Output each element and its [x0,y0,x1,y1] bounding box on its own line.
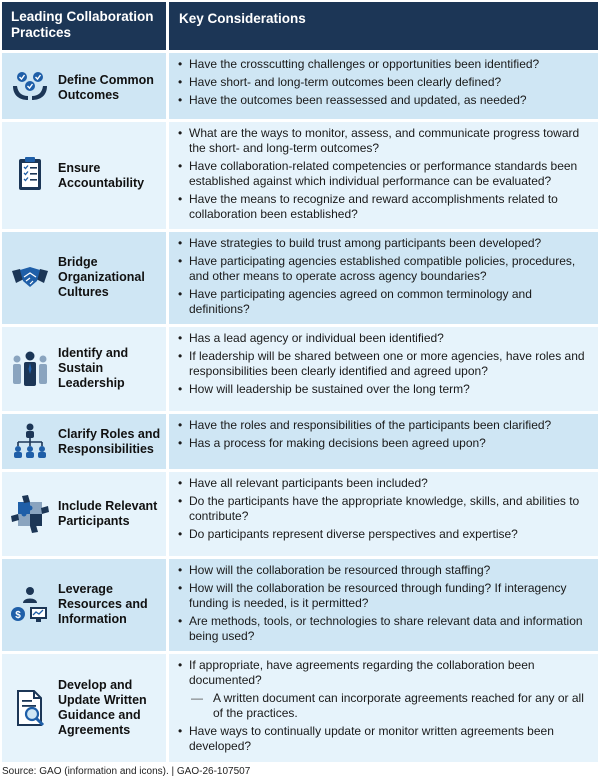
consideration-item: • Are methods, tools, or technologies to share relevant data and information being used? [177,614,592,644]
label-line: Resources and [58,597,148,611]
label-line: Participants [58,514,130,528]
consideration-sub-item: — A written document can incorporate agreements reached for any or all of the practices. [177,691,592,721]
considerations-cell [169,559,598,651]
practice-cell [2,654,166,762]
row-bridge-organizational-cultures [2,232,598,324]
consideration-item: • Has a lead agency or individual been identified? [177,331,592,346]
considerations-cell [169,327,598,411]
consideration-item: • If appropriate, have agreements regarding the collaboration been documented? [177,658,592,688]
practice-label [58,427,162,457]
practice-label [58,346,162,391]
consideration-item: • Have the outcomes been reassessed and updated, as needed? [177,93,592,108]
consideration-item: • Have ways to continually update or monitor written agreements been developed? [177,724,592,754]
org-chart-icon [10,421,50,461]
practice-label [58,73,162,103]
practice-label [58,678,162,738]
row-clarify-roles [2,414,598,469]
consideration-item: • Have the means to recognize and reward accomplishments related to collaboration been established? [177,192,592,222]
considerations-cell [169,654,598,762]
considerations-cell [169,122,598,229]
consideration-item: • How will the collaboration be resourced through staffing? [177,563,592,578]
header-practices-line1: Leading Collaboration [11,9,154,24]
consideration-item: • Have strategies to build trust among participants been developed? [177,236,592,251]
considerations-cell [169,232,598,324]
practice-label [58,255,162,300]
practice-label [58,582,162,627]
label-line: Develop and [58,678,133,692]
consideration-item: • Have short- and long-term outcomes been clearly defined? [177,75,592,90]
considerations-cell [169,472,598,556]
consideration-item: • How will the collaboration be resourced through funding? If interagency funding is needed, is it permitted? [177,581,592,611]
label-line: Responsibilities [58,442,154,456]
label-line: Sustain [58,361,104,375]
label-line: Agreements [58,723,131,737]
practice-cell [2,414,166,469]
considerations-cell [169,53,598,119]
puzzle-hands-icon [10,494,50,534]
person-money-monitor-icon [10,585,50,625]
header-considerations: Key Considerations [169,2,598,50]
practice-label [58,161,162,191]
row-develop-written-guidance [2,654,598,762]
header-practices-line2: Practices [11,25,72,40]
consideration-item: • Have the crosscutting challenges or opportunities been identified? [177,57,592,72]
hands-checks-icon [10,66,50,106]
row-leverage-resources [2,559,598,651]
practice-cell [2,122,166,229]
row-identify-sustain-leadership [2,327,598,411]
clipboard-checklist-icon [10,154,50,194]
document-magnifier-icon [10,688,50,728]
practice-cell [2,327,166,411]
label-line: Include Relevant [58,499,158,513]
label-line: Update Written [58,693,147,707]
source-note: Source: GAO (information and icons). | GAO-26-107507 [2,766,251,777]
consideration-item: • Have participating agencies established compatible policies, procedures, and other means to operate across agency boundaries? [177,254,592,284]
label-line: Outcomes [58,88,120,102]
label-line: Accountability [58,176,145,190]
consideration-item: • Have the roles and responsibilities of the participants been clarified? [177,418,592,433]
label-line: Cultures [58,285,109,299]
collaboration-table [2,2,598,753]
consideration-item: • Have collaboration-related competencies or performance standards been established against which individual performance can be evaluated? [177,159,592,189]
practice-cell [2,53,166,119]
row-include-relevant-participants [2,472,598,556]
practice-cell [2,472,166,556]
consideration-item: • Do the participants have the appropriate knowledge, skills, and abilities to contribute? [177,494,592,524]
label-line: Bridge [58,255,98,269]
label-line: Clarify Roles and [58,427,161,441]
consideration-item: • Has a process for making decisions been agreed upon? [177,436,592,451]
label-line: Leverage [58,582,113,596]
table-header [2,2,598,50]
practice-cell [2,559,166,651]
consideration-item: • Have all relevant participants been included? [177,476,592,491]
consideration-item: • What are the ways to monitor, assess, and communicate progress toward the short- and long-term outcomes? [177,126,592,156]
label-line: Identify and [58,346,129,360]
row-ensure-accountability [2,122,598,229]
handshake-icon [10,257,50,297]
consideration-item: • If leadership will be shared between one or more agencies, have roles and responsibilities been clearly identified and agreed upon? [177,349,592,379]
considerations-cell [169,414,598,469]
label-line: Define Common [58,73,154,87]
practice-cell [2,232,166,324]
practice-label [58,499,162,529]
svg-text:$: $ [15,610,21,621]
row-define-common-outcomes [2,53,598,119]
label-line: Organizational [58,270,145,284]
consideration-item: • Do participants represent diverse perspectives and expertise? [177,527,592,542]
consideration-item: • How will leadership be sustained over the long term? [177,382,592,397]
label-line: Leadership [58,376,125,390]
consideration-item: • Have participating agencies agreed on common terminology and definitions? [177,287,592,317]
header-practices [2,2,166,50]
leader-group-icon [10,349,50,389]
label-line: Ensure [58,161,101,175]
label-line: Information [58,612,127,626]
label-line: Guidance and [58,708,141,722]
